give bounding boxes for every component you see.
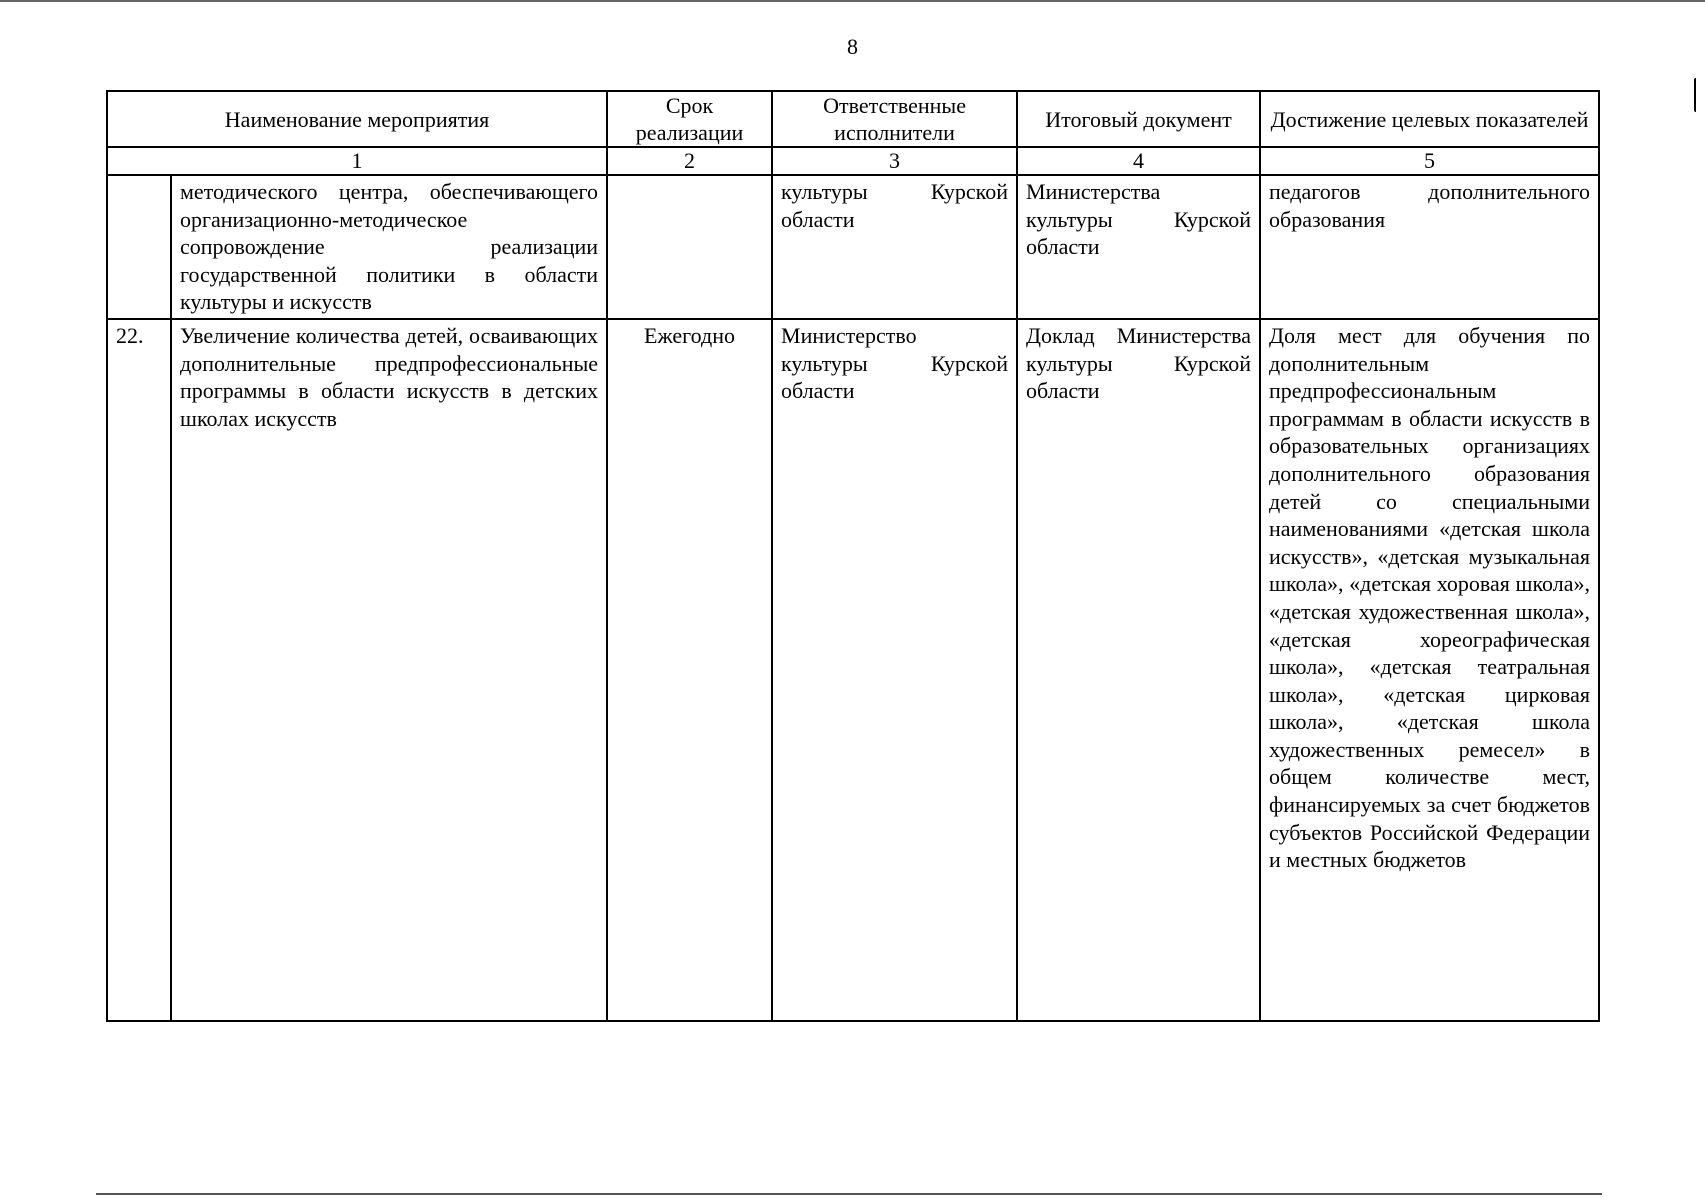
header-target-indicators: Достижение целевых показателей	[1260, 91, 1599, 147]
measures-table	[106, 90, 1600, 1022]
row-final-document: Доклад Министерства культуры Курской области	[1017, 319, 1260, 1021]
scan-edge-mark	[1694, 78, 1699, 112]
header-row	[107, 91, 1599, 147]
header-final-document: Итоговый документ	[1017, 91, 1260, 147]
row-index: 22.	[107, 319, 171, 1021]
column-number-1: 1	[107, 147, 607, 175]
scan-top-edge	[0, 0, 1705, 2]
row-target-indicators: педагогов дополнительного образования	[1260, 175, 1599, 319]
header-event-name: Наименование мероприятия	[107, 91, 607, 147]
scan-bottom-edge	[96, 1193, 1602, 1195]
table-row	[107, 319, 1599, 1021]
column-number-4: 4	[1017, 147, 1260, 175]
column-number-5: 5	[1260, 147, 1599, 175]
row-event-name: методического центра, обеспечивающего организационно-методическое сопровождение реализации государственной политики в области культуры и искусств	[171, 175, 607, 319]
table-row	[107, 175, 1599, 319]
row-final-document: Министерства культуры Курской области	[1017, 175, 1260, 319]
row-term	[607, 175, 772, 319]
row-term: Ежегодно	[607, 319, 772, 1021]
header-term: Срок реализации	[607, 91, 772, 147]
column-number-3: 3	[772, 147, 1017, 175]
row-target-indicators: Доля мест для обучения по дополнительным предпрофессиональным программам в области искусств в образовательных организациях дополнительного образования детей со специальными наименованиями «детская школа искусств», «детская музыкальная школа», «детская хоровая школа», «детская художественная школа», «детская хореографическая школа», «детская театральная школа», «детская цирковая школа», «детская школа художественных ремесел» в общем количестве мест, финансируемых за счет бюджетов субъектов Российской Федерации и местных бюджетов	[1260, 319, 1599, 1021]
row-executors: Министерство культуры Курской области	[772, 319, 1017, 1021]
row-event-name: Увеличение количества детей, осваивающих дополнительные предпрофессиональные программы в области искусств в детских школах искусств	[171, 319, 607, 1021]
page-number: 8	[847, 34, 858, 59]
row-index	[107, 175, 171, 319]
header-executors: Ответственные исполнители	[772, 91, 1017, 147]
column-number-2: 2	[607, 147, 772, 175]
row-executors: культуры Курской области	[772, 175, 1017, 319]
column-number-row	[107, 147, 1599, 175]
